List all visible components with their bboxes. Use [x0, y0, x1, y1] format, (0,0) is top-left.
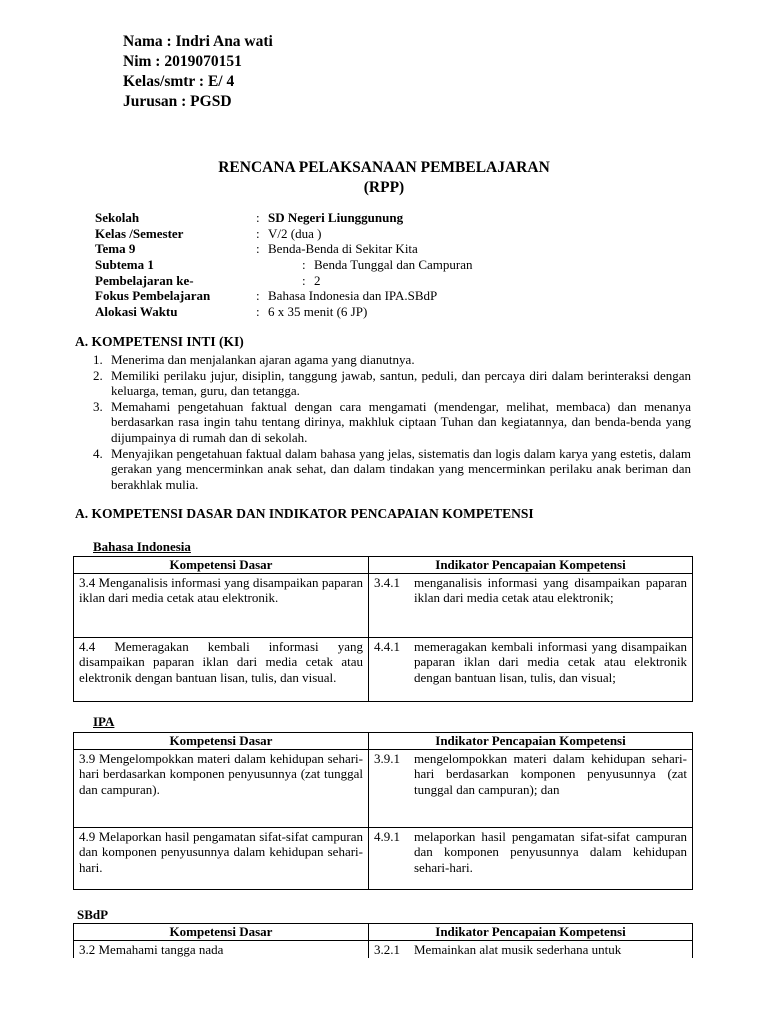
subject-title-sbdp: SBdP [77, 907, 109, 922]
info-value: 2 [314, 272, 321, 288]
student-class: Kelas/smtr : E/ 4 [123, 73, 235, 90]
kd-heading: A. KOMPETENSI DASAR DAN INDIKATOR PENCAPAIAN KOMPETENSI [75, 506, 534, 521]
info-label: Pembelajaran ke- [95, 272, 194, 288]
table-header-row [74, 733, 693, 750]
indicator-text: mengelompokkan materi dalam kehidupan sehari-hari berdasarkan komponen penyusunnya (zat tunggal dan campuran); dan [414, 750, 687, 797]
table-ipa [73, 732, 693, 890]
list-item-number: 4. [93, 445, 103, 461]
table-row [74, 637, 693, 701]
info-label: Tema 9 [95, 241, 136, 257]
list-item-number: 1. [93, 352, 103, 367]
indicator-text: Memainkan alat musik sederhana untuk [414, 941, 622, 957]
column-header-indikator: Indikator Pencapaian Kompetensi [369, 733, 693, 750]
info-separator: : [256, 210, 260, 225]
info-row-fokus [95, 288, 473, 304]
info-value: 6 x 35 menit (6 JP) [268, 304, 368, 320]
student-major: Jurusan : PGSD [123, 93, 232, 110]
info-value: Benda-Benda di Sekitar Kita [268, 241, 418, 257]
info-separator: : [256, 225, 260, 241]
column-header-kd: Kompetensi Dasar [74, 924, 369, 941]
indicator-text: melaporkan hasil pengamatan sifat-sifat campuran dan komponen penyusunnya dalam kehidupan sehari-hari. [414, 828, 687, 875]
list-item-number: 2. [93, 367, 103, 383]
title-line-1: RENCANA PELAKSANAAN PEMBELAJARAN [218, 159, 550, 176]
info-value: Bahasa Indonesia dan IPA.SBdP [268, 288, 438, 304]
title-line-2: (RPP) [363, 179, 405, 196]
column-header-kd: Kompetensi Dasar [74, 733, 369, 750]
info-row-kelas [95, 226, 473, 242]
list-item [93, 399, 691, 446]
subject-title-ipa: IPA [93, 714, 115, 729]
list-item [93, 446, 691, 493]
lesson-info [95, 210, 473, 320]
kd-cell: 3.9 Mengelompokkan materi dalam kehidupan sehari-hari berdasarkan komponen penyusunnya (zat tunggal dan campuran). [74, 749, 369, 827]
indicator-text: menganalisis informasi yang disampaikan paparan iklan dari media cetak atau elektronik; [414, 574, 687, 605]
kd-cell: 3.4 Menganalisis informasi yang disampaikan paparan iklan dari media cetak atau elektronik. [74, 573, 369, 637]
info-label: Kelas /Semester [95, 225, 184, 241]
list-item-text: Menerima dan menjalankan ajaran agama yang dianutnya. [111, 352, 415, 367]
list-item [93, 352, 691, 368]
info-label: Fokus Pembelajaran [95, 288, 211, 304]
table-row [74, 573, 693, 637]
info-row-subtema [95, 257, 473, 273]
info-row-alokasi [95, 304, 473, 320]
info-separator: : [302, 272, 306, 288]
info-row-sekolah [95, 210, 473, 226]
ki-list [93, 352, 691, 492]
ki-heading: A. KOMPETENSI INTI (KI) [75, 334, 244, 349]
list-item-number: 3. [93, 398, 103, 414]
info-value: SD Negeri Liunggunung [268, 210, 404, 225]
table-row [74, 940, 693, 958]
student-name: Nama : Indri Ana wati [123, 33, 273, 50]
info-label: Alokasi Waktu [95, 304, 178, 320]
column-header-indikator: Indikator Pencapaian Kompetensi [369, 557, 693, 574]
indicator-number: 3.9.1 [374, 750, 400, 766]
info-value: V/2 (dua ) [268, 225, 322, 241]
kd-cell: 4.9 Melaporkan hasil pengamatan sifat-sifat campuran dan komponen penyusunnya dalam kehidupan sehari-hari. [74, 827, 369, 889]
student-identity [123, 32, 273, 112]
info-separator: : [256, 304, 260, 320]
info-separator: : [256, 288, 260, 304]
list-item-text: Menyajikan pengetahuan faktual dalam bahasa yang jelas, sistematis dan logis dalam karya yang estetis, dalam gerakan yang mencerminkan anak sehat, dan dalam tindakan yang mencerminkan perilaku anak beriman dan berakhlak mulia. [111, 445, 691, 492]
subject-title-bahasa: Bahasa Indonesia [93, 539, 191, 554]
indicator-number: 4.9.1 [374, 828, 400, 844]
list-item-text: Memiliki perilaku jujur, disiplin, tanggung jawab, santun, peduli, dan percaya diri dalam berinteraksi dengan keluarga, teman, guru, dan tetangga. [111, 367, 691, 399]
info-separator: : [302, 257, 306, 273]
indicator-cell [369, 749, 693, 827]
indicator-cell [369, 637, 693, 701]
kd-cell: 4.4 Memeragakan kembali informasi yang disampaikan paparan iklan dari media cetak atau elektronik dengan bantuan lisan, tulis, dan visual. [74, 637, 369, 701]
student-nim: Nim : 2019070151 [123, 53, 242, 70]
table-row [74, 827, 693, 889]
column-header-kd: Kompetensi Dasar [74, 557, 369, 574]
table-bahasa-indonesia [73, 556, 693, 702]
document-title [0, 158, 768, 198]
info-row-tema [95, 241, 473, 257]
indicator-number: 3.2.1 [374, 941, 400, 957]
column-header-indikator: Indikator Pencapaian Kompetensi [369, 924, 693, 941]
indicator-cell [369, 573, 693, 637]
indicator-text: memeragakan kembali informasi yang disampaikan paparan iklan dari media cetak atau elektronik dengan bantuan lisan, tulis, dan visual; [414, 638, 687, 685]
indicator-cell [369, 827, 693, 889]
indicator-cell [369, 940, 693, 958]
info-separator: : [256, 241, 260, 257]
kd-cell: 3.2 Memahami tangga nada [74, 940, 369, 958]
indicator-number: 3.4.1 [374, 574, 400, 590]
list-item [93, 368, 691, 399]
indicator-number: 4.4.1 [374, 638, 400, 654]
info-label: Subtema 1 [95, 257, 154, 273]
table-header-row [74, 924, 693, 941]
table-row [74, 749, 693, 827]
info-value: Benda Tunggal dan Campuran [314, 257, 473, 273]
table-sbdp [73, 923, 693, 958]
info-label: Sekolah [95, 210, 140, 225]
list-item-text: Memahami pengetahuan faktual dengan cara mengamati (mendengar, melihat, membaca) dan menanya berdasarkan rasa ingin tahu tentang dirinya, makhluk ciptaan Tuhan dan kegiatannya, dan benda-benda yang dijumpainya di rumah dan di sekolah. [111, 398, 691, 445]
table-header-row [74, 557, 693, 574]
info-row-pembelajaran [95, 273, 473, 289]
